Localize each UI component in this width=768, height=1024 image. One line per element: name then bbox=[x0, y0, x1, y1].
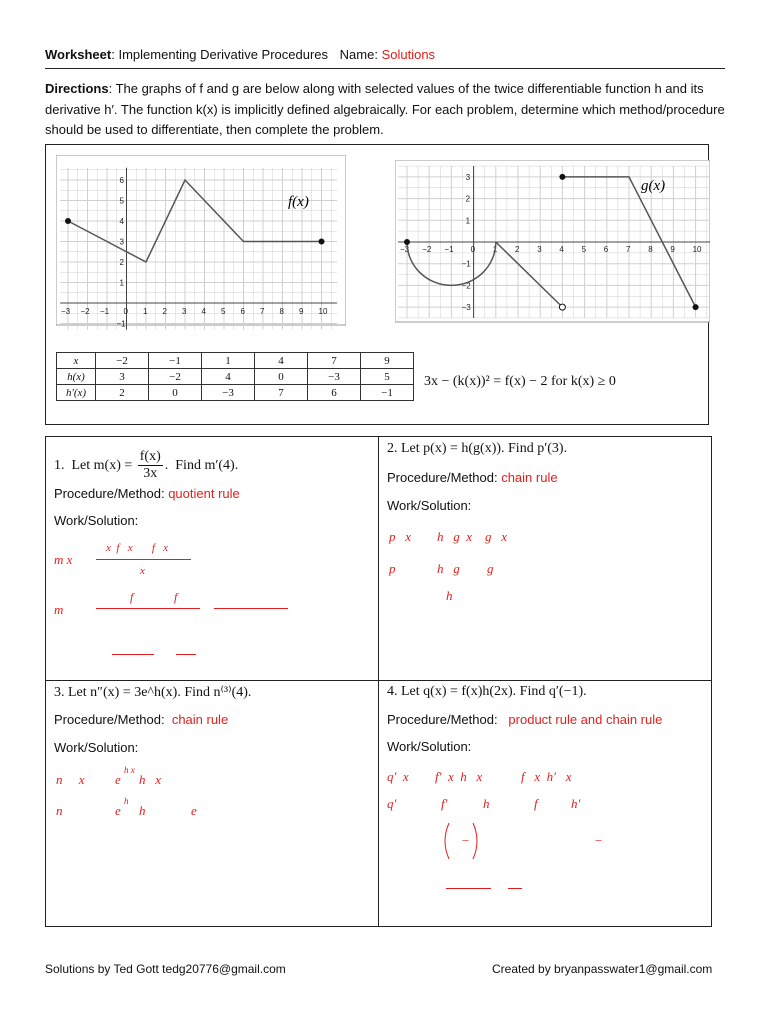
table-cell: −1 bbox=[361, 385, 414, 401]
worksheet-colon: : bbox=[111, 47, 115, 62]
table-cell: −2 bbox=[149, 369, 202, 385]
procedure-answer: chain rule bbox=[501, 470, 558, 485]
work-line: h x bbox=[124, 765, 135, 775]
procedure-label bbox=[387, 470, 558, 485]
work-line: f bbox=[174, 590, 178, 604]
table-cell: 4 bbox=[202, 369, 255, 385]
table-cell: 0 bbox=[149, 385, 202, 401]
work-line: p x bbox=[389, 529, 412, 544]
directions bbox=[45, 79, 730, 141]
work-line: h bbox=[124, 796, 129, 806]
x-tick-label: 8 bbox=[279, 307, 284, 316]
work-line: f x h′ x bbox=[521, 769, 572, 784]
y-tick-label: −2 bbox=[461, 281, 471, 291]
work-line: e bbox=[115, 803, 121, 818]
work-line: h bbox=[139, 803, 146, 818]
x-tick-label: 4 bbox=[201, 307, 206, 316]
graph-f-label: f(x) bbox=[288, 194, 309, 210]
work-line: h x bbox=[139, 772, 162, 787]
x-tick-label: −2 bbox=[80, 307, 90, 316]
directions-text: : The graphs of f and g are below along with selected values of the twice differentiable function h and its derivative h′. The function k(x) is implicitly defined algebraically. For each problem, determine which method/procedure should be used to differentiate, then complete the problem. bbox=[45, 81, 725, 137]
x-tick-label: 3 bbox=[182, 307, 187, 316]
x-tick-label: 2 bbox=[162, 307, 167, 316]
work-line: h g x g x bbox=[437, 529, 508, 544]
work-line: n x bbox=[56, 772, 85, 787]
table-cell: −1 bbox=[149, 353, 202, 369]
table-cell: 5 bbox=[361, 369, 414, 385]
fraction-denominator: 3x bbox=[143, 466, 158, 481]
answer-blank bbox=[176, 654, 196, 655]
work-line: x bbox=[140, 565, 145, 577]
table-cell: 1 bbox=[202, 353, 255, 369]
table-cell: 0 bbox=[255, 369, 308, 385]
work-line: f bbox=[130, 590, 134, 604]
x-tick-label: 10 bbox=[692, 245, 702, 254]
x-tick-label: 10 bbox=[318, 307, 328, 316]
fraction-bar bbox=[96, 559, 191, 560]
procedure-label bbox=[54, 712, 228, 727]
work-line: f′ bbox=[441, 796, 448, 811]
x-tick-label: 9 bbox=[299, 307, 304, 316]
procedure-label bbox=[387, 712, 662, 727]
footer-credit-left: Solutions by Ted Gott tedg20776@gmail.com bbox=[45, 962, 286, 976]
work-line: x f x f x bbox=[106, 542, 169, 554]
problem-4-cell bbox=[378, 680, 712, 927]
work-line: n bbox=[56, 803, 63, 818]
procedure-answer: product rule and chain rule bbox=[508, 712, 663, 727]
work-line: − bbox=[462, 833, 470, 848]
table-cell: 6 bbox=[308, 385, 361, 401]
x-tick-label: 6 bbox=[240, 307, 245, 316]
problem-2-prompt: 2. Let p(x) = h(g(x)). Find p′(3). bbox=[387, 441, 568, 456]
worksheet-title: Implementing Derivative Procedures bbox=[118, 47, 329, 62]
work-line: f bbox=[534, 796, 538, 811]
values-table bbox=[56, 352, 414, 401]
problem-4-prompt: 4. Let q(x) = f(x)h(2x). Find q′(−1). bbox=[387, 684, 587, 699]
procedure-label-text: Procedure/Method: bbox=[54, 712, 165, 727]
work-line: − bbox=[595, 833, 603, 848]
work-line: p bbox=[389, 561, 396, 576]
x-tick-label: 7 bbox=[260, 307, 265, 316]
y-tick-label: −1 bbox=[116, 319, 126, 329]
work-line: m x bbox=[54, 552, 73, 567]
problem-1-prompt bbox=[54, 449, 238, 482]
work-line: h bbox=[483, 796, 490, 811]
table-cell: h(x) bbox=[57, 369, 96, 385]
answer-blank bbox=[446, 888, 491, 889]
work-line: f′ x h x bbox=[435, 769, 483, 784]
table-cell: x bbox=[57, 353, 96, 369]
x-tick-label: 0 bbox=[123, 307, 128, 316]
open-endpoint bbox=[559, 304, 565, 310]
work-label: Work/Solution: bbox=[387, 498, 472, 513]
table-row bbox=[57, 369, 414, 385]
problem-1-prompt-end: . Find m′(4). bbox=[164, 457, 239, 473]
implicit-equation: 3x − (k(x))² = f(x) − 2 for k(x) ≥ 0 bbox=[424, 374, 616, 389]
procedure-label bbox=[54, 486, 240, 501]
work-line: h bbox=[446, 588, 453, 603]
procedure-label-text: Procedure/Method: bbox=[387, 712, 498, 727]
x-tick-label: 8 bbox=[648, 245, 653, 254]
answer-blank bbox=[112, 654, 154, 655]
x-tick-label: −1 bbox=[100, 307, 110, 316]
work-line: h g bbox=[437, 561, 460, 576]
table-cell: 9 bbox=[361, 353, 414, 369]
endpoint-dot bbox=[559, 174, 565, 180]
x-tick-label: 1 bbox=[143, 307, 148, 316]
endpoint-dot bbox=[693, 304, 699, 310]
endpoint-dot bbox=[65, 218, 71, 224]
table-cell: 2 bbox=[96, 385, 149, 401]
work-label: Work/Solution: bbox=[54, 740, 139, 755]
y-tick-label: 6 bbox=[119, 176, 124, 185]
problem-3-prompt: 3. Let n″(x) = 3e^h(x). Find n⁽³⁾(4). bbox=[54, 685, 252, 700]
y-tick-label: 3 bbox=[465, 172, 471, 182]
y-tick-label: 4 bbox=[119, 217, 124, 226]
work-line: e bbox=[115, 772, 121, 787]
worksheet-header bbox=[45, 47, 725, 62]
y-tick-label: 5 bbox=[119, 196, 124, 206]
work-label: Work/Solution: bbox=[387, 739, 472, 754]
x-tick-label: 4 bbox=[559, 245, 564, 254]
problem-2-cell bbox=[378, 436, 712, 681]
table-cell: 4 bbox=[255, 353, 308, 369]
fraction-bar bbox=[96, 608, 200, 609]
y-tick-label: −1 bbox=[461, 259, 471, 269]
x-tick-label: 2 bbox=[515, 245, 520, 254]
name-value: Solutions bbox=[381, 47, 436, 62]
procedure-label-text: Procedure/Method: bbox=[54, 486, 165, 501]
x-tick-label: 0 bbox=[470, 245, 476, 254]
graphs-panel bbox=[45, 144, 709, 425]
table-cell: 3 bbox=[96, 369, 149, 385]
work-line: h′ bbox=[571, 796, 581, 811]
procedure-answer: quotient rule bbox=[168, 486, 240, 501]
table-header-row bbox=[57, 353, 414, 369]
answer-blank bbox=[214, 608, 288, 609]
work-label: Work/Solution: bbox=[54, 513, 139, 528]
x-tick-label: −1 bbox=[444, 245, 454, 254]
x-tick-label: 1 bbox=[492, 245, 498, 254]
graph-f bbox=[56, 155, 346, 330]
x-tick-label: 5 bbox=[581, 245, 587, 254]
graph-g-label: g(x) bbox=[641, 178, 666, 194]
table-cell: 7 bbox=[255, 385, 308, 401]
y-tick-label: 1 bbox=[119, 278, 124, 288]
table-cell: 7 bbox=[308, 353, 361, 369]
fraction bbox=[138, 449, 163, 482]
parenthesis-group bbox=[441, 821, 481, 861]
work-line: m bbox=[54, 602, 64, 617]
endpoint-dot bbox=[319, 239, 325, 245]
worksheet-label: Worksheet bbox=[45, 47, 112, 62]
graph-g bbox=[395, 160, 710, 330]
work-line: q′ bbox=[387, 796, 397, 811]
fraction-numerator: f(x) bbox=[139, 449, 161, 464]
table-cell: −3 bbox=[202, 385, 255, 401]
answer-blank bbox=[508, 888, 522, 889]
y-tick-label: −3 bbox=[461, 303, 471, 313]
y-tick-label: 2 bbox=[465, 194, 471, 204]
work-line: g bbox=[487, 561, 494, 576]
x-tick-label: −3 bbox=[400, 245, 410, 254]
x-tick-label: 6 bbox=[603, 245, 609, 254]
table-cell: h′(x) bbox=[57, 385, 96, 401]
x-tick-label: 3 bbox=[537, 245, 542, 254]
procedure-label-text: Procedure/Method: bbox=[387, 470, 498, 485]
y-tick-label: 3 bbox=[119, 237, 124, 247]
x-tick-label: 5 bbox=[221, 307, 226, 316]
x-tick-label: −3 bbox=[61, 307, 71, 316]
problem-3-cell bbox=[45, 680, 379, 927]
y-tick-label: 1 bbox=[465, 216, 471, 226]
header-rule bbox=[45, 68, 725, 69]
procedure-answer: chain rule bbox=[171, 712, 229, 727]
y-tick-label: 2 bbox=[119, 258, 124, 267]
footer-credit-right: Created by bryanpasswater1@gmail.com bbox=[492, 962, 713, 976]
x-tick-label: −2 bbox=[422, 245, 432, 254]
work-line: e bbox=[191, 803, 197, 818]
x-tick-label: 7 bbox=[626, 245, 631, 254]
problem-1-cell bbox=[45, 436, 379, 681]
problem-1-prompt-start: 1. Let m(x) = bbox=[54, 457, 136, 473]
table-cell: −3 bbox=[308, 369, 361, 385]
endpoint-dot bbox=[404, 239, 410, 245]
directions-label: Directions bbox=[45, 81, 109, 96]
table-row bbox=[57, 385, 414, 401]
x-tick-label: 9 bbox=[670, 245, 675, 254]
work-line: q′ x bbox=[387, 769, 409, 784]
table-cell: −2 bbox=[96, 353, 149, 369]
name-label: Name: bbox=[339, 47, 378, 62]
